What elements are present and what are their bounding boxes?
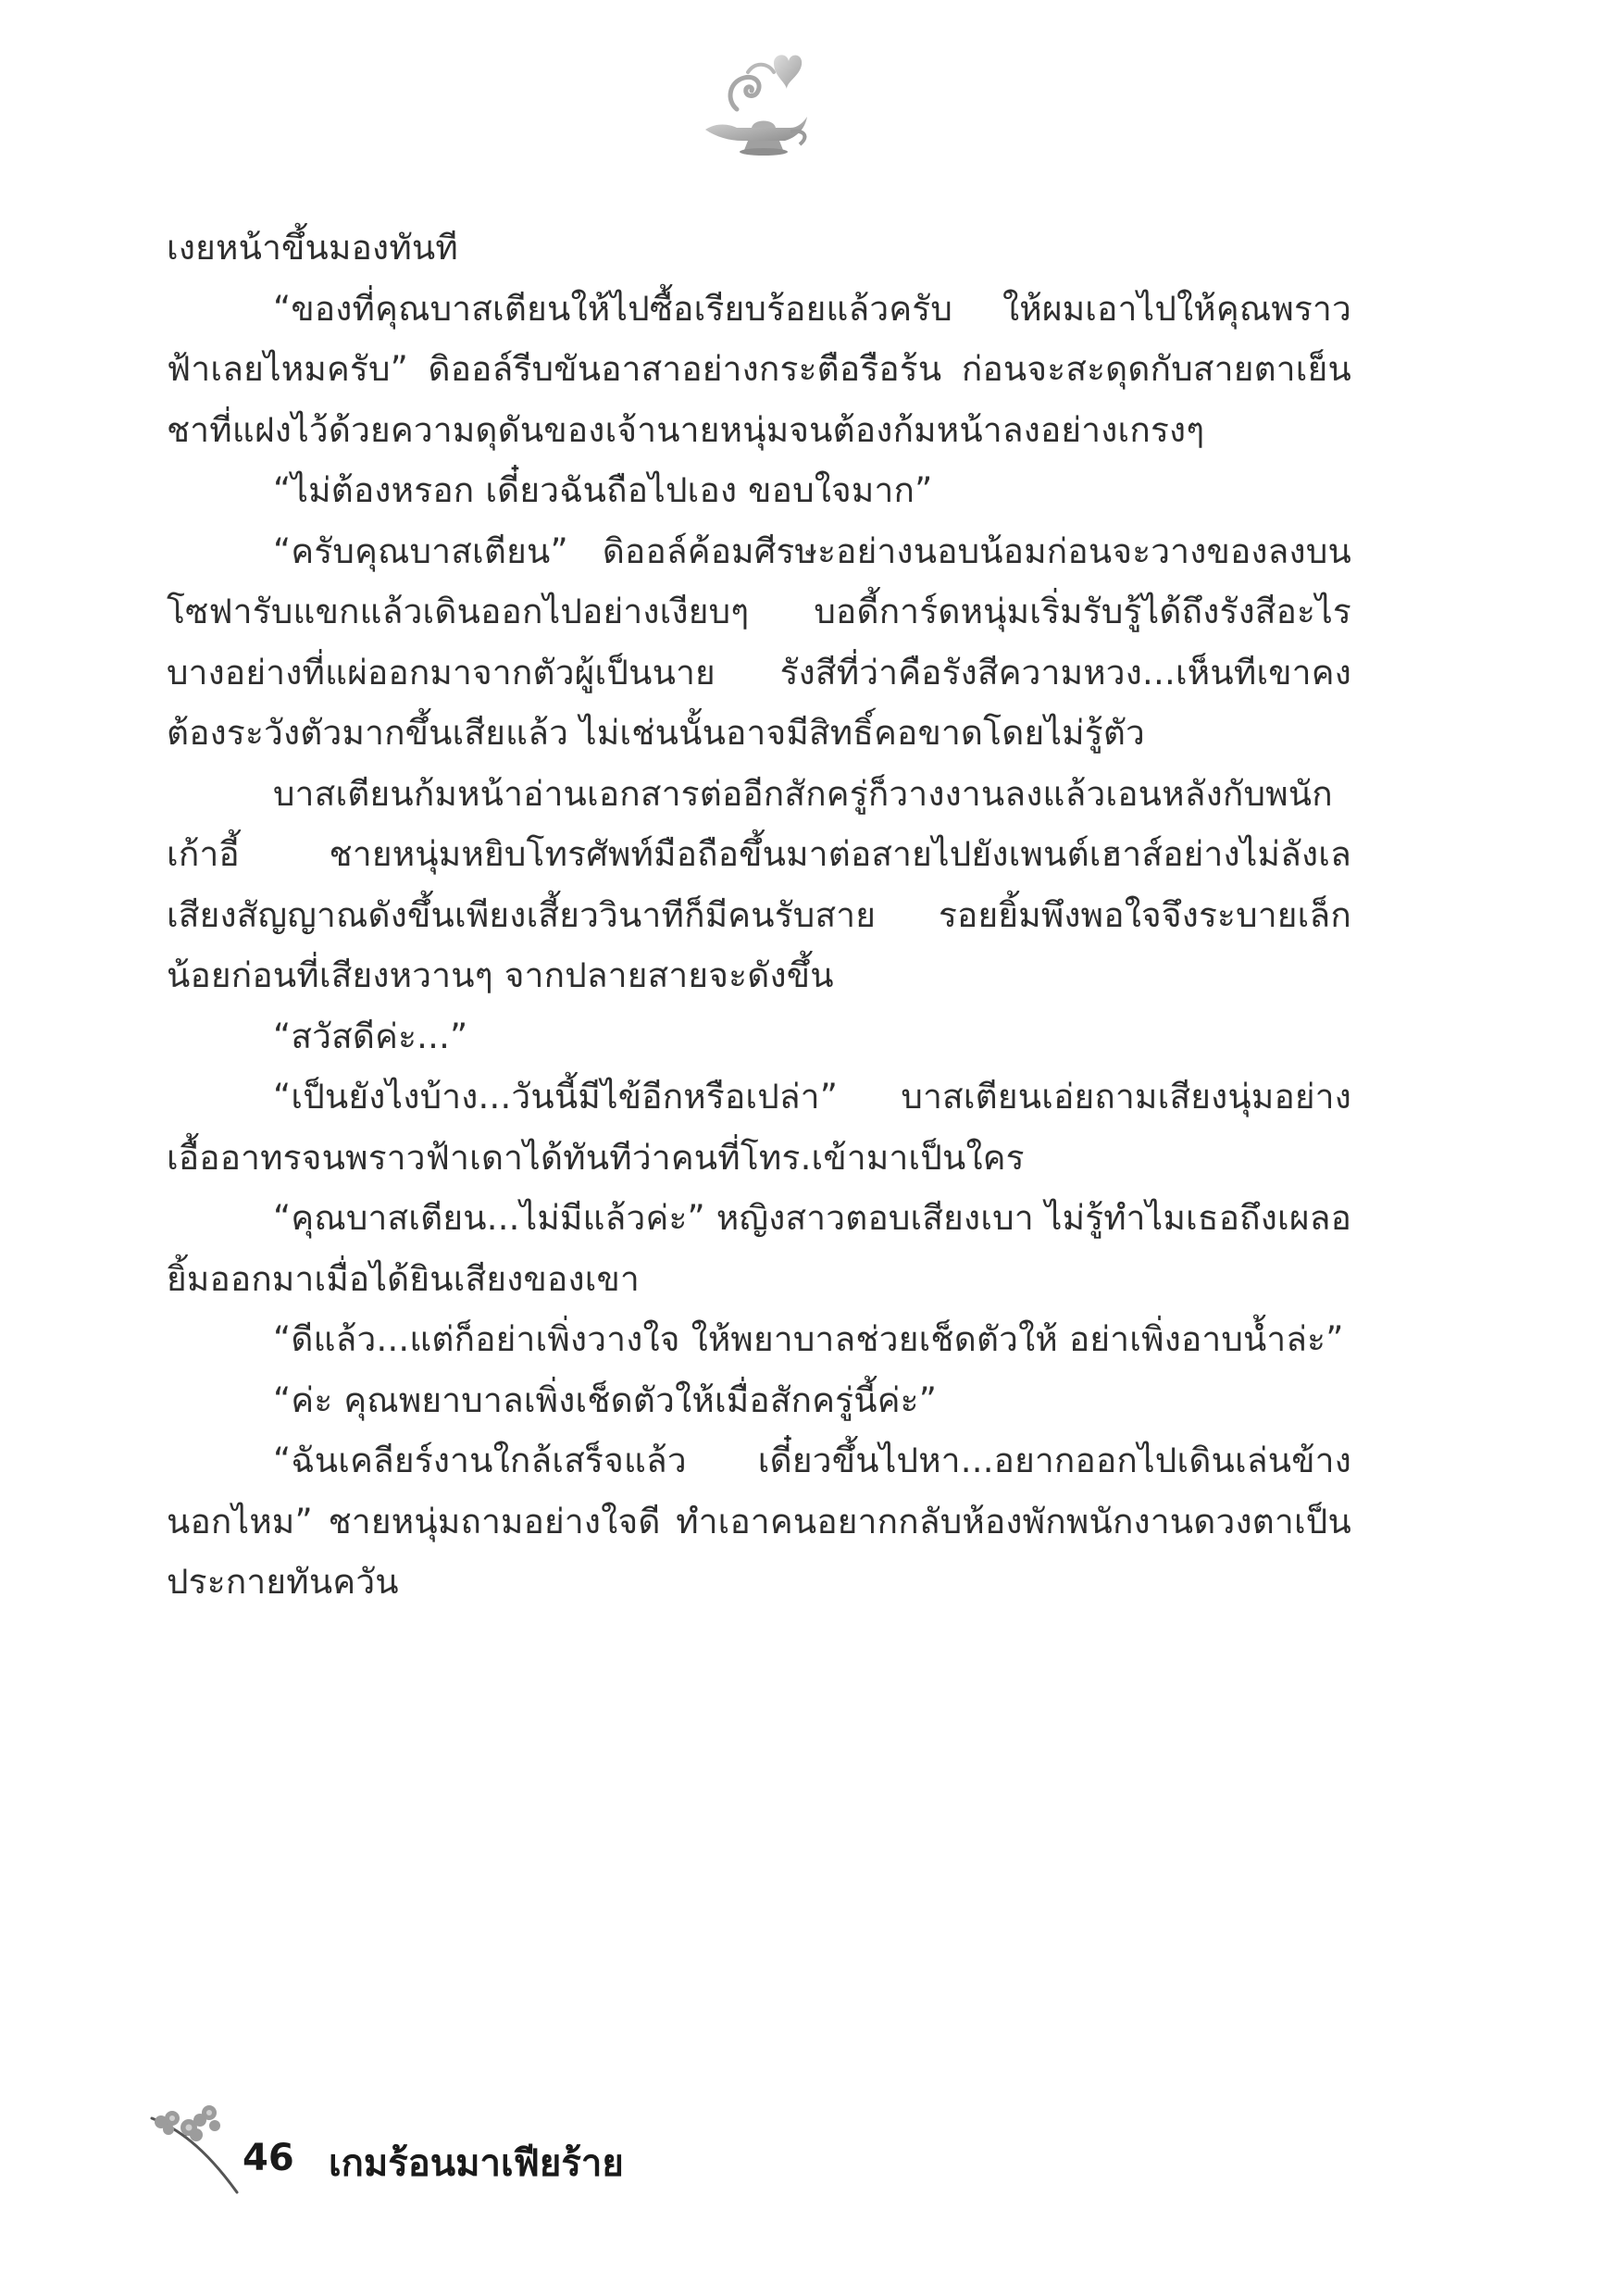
chapter-body [167,218,1351,1613]
paragraph: “ดีแล้ว...แต่ก็อย่าเพิ่งวางใจ ให้พยาบาลช่วยเช็ดตัวให้ อย่าเพิ่งอาบน้ำล่ะ” [273,1319,1344,1359]
genie-lamp-with-heart-icon [689,44,818,165]
paragraph: “ฉันเคลียร์งานใกล้เสร็จแล้ว เดี๋ยวขึ้นไปหา...อยากออกไปเดินเล่นข้างนอกไหม” ชายหนุ่มถามอย่างใจดี ทำเอาคนอยากกลับห้องพักพนักงานดวงตาเป็นประกายทันควัน [167,1441,1351,1602]
paragraph: “ครับคุณบาสเตียน” ดิออล์ค้อมศีรษะอย่างนอบน้อมก่อนจะวางของลงบนโซฟารับแขกแล้วเดินออกไปอย่างเงียบๆ บอดี้การ์ดหนุ่มเริ่มรับรู้ได้ถึงรังสีอะไรบางอย่างที่แผ่ออกมาจากตัวผู้เป็นนาย รังสีที่ว่าคือรังสีความหวง...เห็นทีเขาคงต้องระวังตัวมากขึ้นเสียแล้ว ไม่เช่นนั้นอาจมีสิทธิ์คอขาดโดยไม่รู้ตัว [167,530,1351,753]
book-title: เกมร้อนมาเฟียร้าย [329,2142,624,2185]
paragraph: “คุณบาสเตียน...ไม่มีแล้วค่ะ” หญิงสาวตอบเสียงเบา ไม่รู้ทำไมเธอถึงเผลอยิ้มออกมาเมื่อได้ยินเสียงของเขา [167,1198,1351,1299]
orchid-branch-icon [148,2100,250,2202]
paragraph: “ไม่ต้องหรอก เดี๋ยวฉันถือไปเอง ขอบใจมาก” [273,470,933,510]
page-number: 46 [243,2137,294,2179]
paragraph: “ของที่คุณบาสเตียนให้ไปซื้อเรียบร้อยแล้วครับ ให้ผมเอาไปให้คุณพราวฟ้าเลยไหมครับ” ดิออล์รีบขันอาสาอย่างกระตือรือร้น ก่อนจะสะดุดกับสายตาเย็นชาที่แฝงไว้ด้วยความดุดันของเจ้านายหนุ่มจนต้องก้มหน้าลงอย่างเกรงๆ [167,288,1351,450]
paragraph: “สวัสดีค่ะ...” [273,1016,468,1056]
paragraph: บาสเตียนก้มหน้าอ่านเอกสารต่ออีกสักครู่ก็วางงานลงแล้วเอนหลังกับพนักเก้าอี้ ชายหนุ่มหยิบโทรศัพท์มือถือขึ้นมาต่อสายไปยังเพนต์เฮาส์อย่างไม่ลังเล เสียงสัญญาณดังขึ้นเพียงเสี้ยววินาทีก็มีคนรับสาย รอยยิ้มพึงพอใจจึงระบายเล็กน้อยก่อนที่เสียงหวานๆ จากปลายสายจะดังขึ้น [167,773,1351,995]
paragraph: เงยหน้าขึ้นมองทันที [167,228,458,268]
page-footer [148,2100,796,2202]
paragraph: “ค่ะ คุณพยาบาลเพิ่งเช็ดตัวให้เมื่อสักครู่นี้ค่ะ” [273,1379,938,1420]
paragraph: “เป็นยังไงบ้าง...วันนี้มีไข้อีกหรือเปล่า” บาสเตียนเอ่ยถามเสียงนุ่มอย่างเอื้ออาทรจนพราวฟ้าเดาได้ทันทีว่าคนที่โทร.เข้ามาเป็นใคร [167,1077,1351,1178]
